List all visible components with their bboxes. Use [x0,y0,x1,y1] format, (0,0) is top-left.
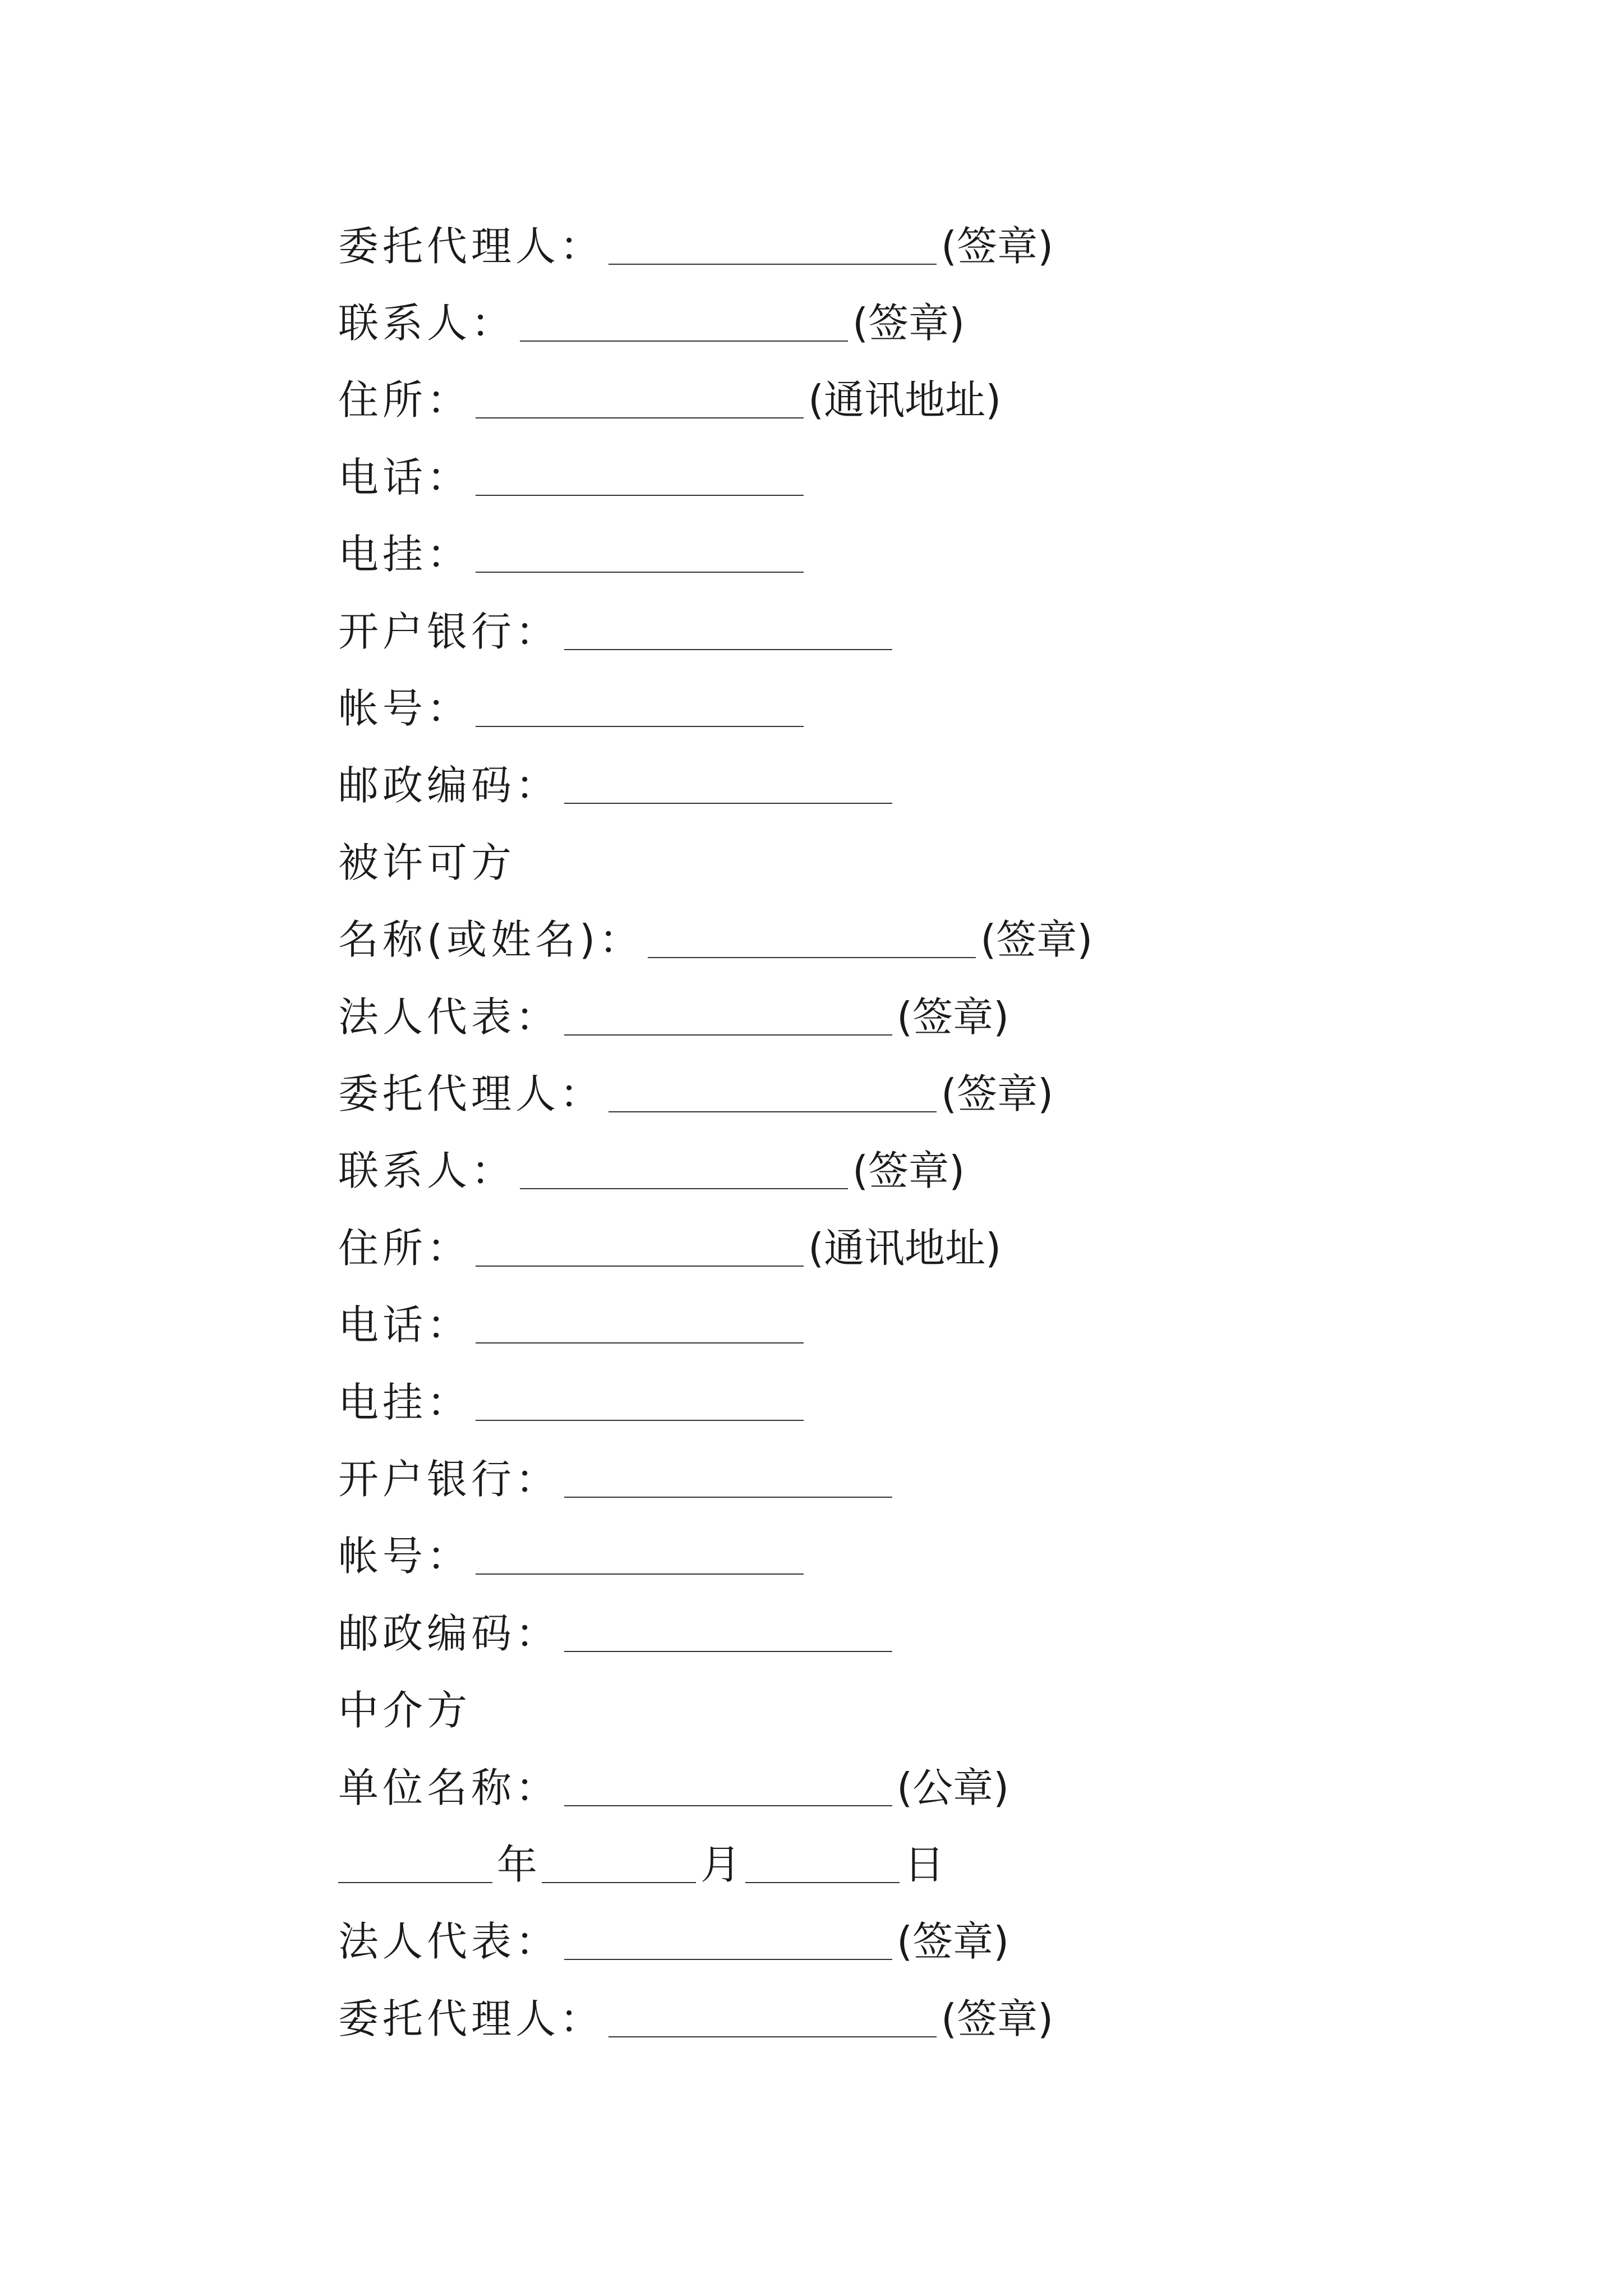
blank-line [564,1615,892,1652]
blank-line [520,305,848,342]
blank-line [648,921,976,958]
field-label: 法人代表： [338,1918,560,1966]
blank-line [476,536,804,573]
field-phone [338,439,1460,516]
licensee-heading [338,824,1460,901]
field-label: 委托代理人： [338,1995,605,2042]
licensee-field-postcode [338,1595,1460,1672]
licensee-field-account [338,1518,1460,1595]
section-heading: 被许可方 [338,839,516,886]
field-label: 电挂： [338,531,472,578]
field-label: 联系人： [338,300,516,347]
year-label: 年 [497,1841,538,1888]
licensee-field-bank [338,1441,1460,1517]
field-suffix: (签章) [852,1147,965,1195]
field-suffix: (签章) [897,1918,1009,1966]
intermediary-field-legal-rep [338,1903,1460,1980]
field-label: 住所： [338,1224,472,1272]
field-telegraph [338,516,1460,593]
blank-line [542,1846,696,1883]
blank-line [476,690,804,727]
signature-section [338,208,1460,2057]
field-agent [338,208,1460,284]
intermediary-heading [338,1672,1460,1749]
field-suffix: (签章) [941,1995,1054,2042]
field-label: 联系人： [338,1147,516,1195]
field-label: 邮政编码： [338,762,560,809]
field-suffix: (通讯地址) [808,376,1002,424]
field-suffix: (签章) [941,222,1054,270]
licensee-field-address [338,1209,1460,1286]
field-suffix: (签章) [897,993,1009,1041]
field-label: 名称(或姓名)： [338,916,644,964]
date-year [338,1841,542,1888]
licensee-field-telegraph [338,1364,1460,1441]
licensee-field-name [338,901,1460,978]
blank-line [608,2000,937,2037]
blank-line [564,1923,892,1960]
field-contact [338,284,1460,361]
field-label: 委托代理人： [338,1070,605,1117]
field-suffix: (签章) [852,300,965,347]
blank-line [338,1846,492,1883]
intermediary-date-line [338,1826,1460,1903]
day-label: 日 [904,1841,945,1888]
field-label: 法人代表： [338,993,560,1041]
blank-line [745,1846,900,1883]
field-bank [338,593,1460,670]
blank-line [564,999,892,1036]
blank-line [564,1461,892,1498]
field-label: 单位名称： [338,1764,560,1811]
blank-line [520,1152,848,1189]
blank-line [476,381,804,418]
field-label: 开户银行： [338,608,560,655]
blank-line [564,613,892,650]
blank-line [476,1384,804,1421]
field-suffix: (通讯地址) [808,1224,1002,1272]
blank-line [476,459,804,496]
field-suffix: (签章) [941,1070,1054,1117]
field-address [338,362,1460,439]
licensee-field-agent [338,1055,1460,1132]
field-label: 电话： [338,1301,472,1349]
field-suffix: (签章) [980,916,1093,964]
date-month [542,1841,745,1888]
intermediary-field-agent [338,1980,1460,2057]
blank-line [564,1769,892,1806]
licensee-field-legal-rep [338,978,1460,1055]
blank-line [476,1230,804,1267]
licensee-field-contact [338,1133,1460,1209]
licensee-field-phone [338,1286,1460,1363]
blank-line [476,1306,804,1343]
month-label: 月 [700,1841,741,1888]
field-postcode [338,747,1460,824]
blank-line [564,767,892,804]
section-heading: 中介方 [338,1687,472,1734]
field-label: 帐号： [338,1533,472,1580]
field-label: 邮政编码： [338,1609,560,1657]
field-label: 帐号： [338,685,472,733]
intermediary-field-unit-name [338,1749,1460,1826]
date-day [745,1841,949,1888]
field-label: 电挂： [338,1378,472,1426]
field-label: 住所： [338,376,472,424]
field-account [338,670,1460,747]
field-label: 电话： [338,453,472,501]
field-label: 委托代理人： [338,222,605,270]
blank-line [608,228,937,265]
blank-line [608,1075,937,1112]
blank-line [476,1538,804,1575]
field-label: 开户银行： [338,1455,560,1503]
field-suffix: (公章) [897,1764,1009,1811]
